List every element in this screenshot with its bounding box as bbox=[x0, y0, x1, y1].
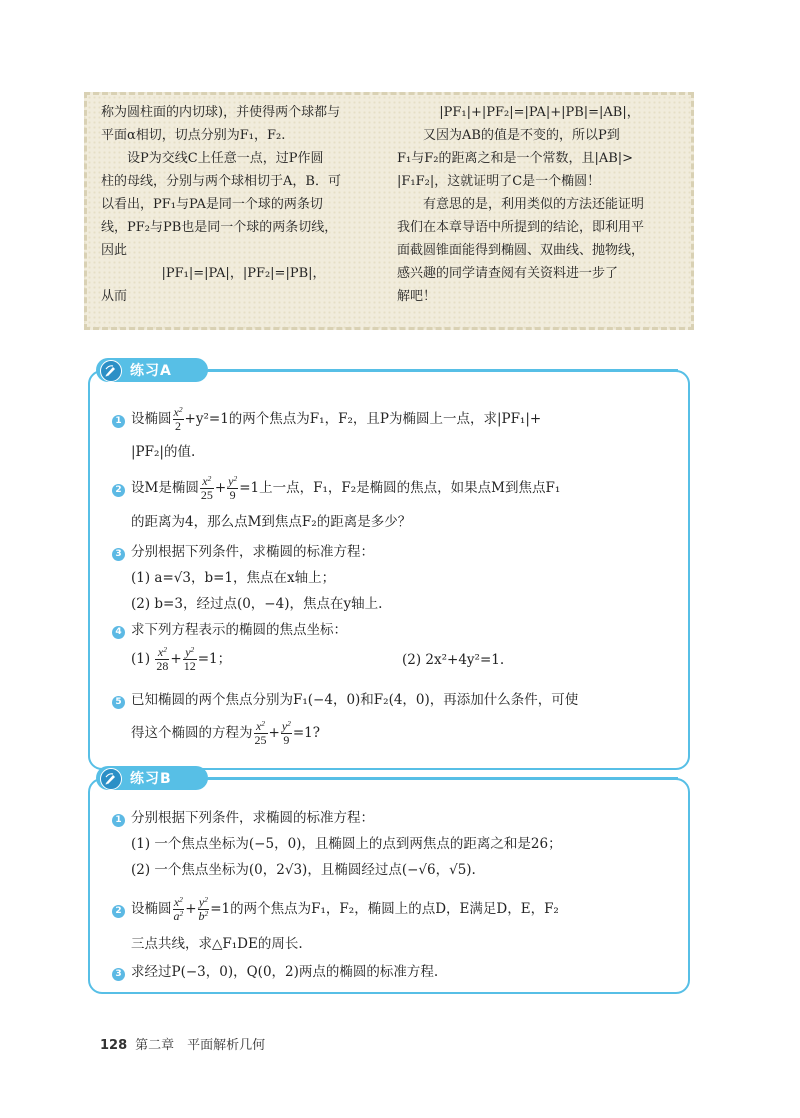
exercise-a-q4-part1: (1) $\frac{x^2}{28}$ + $\frac{y^2}{12}$ =1； bbox=[131, 644, 232, 673]
fraction: $\frac{x^2}{2}$ bbox=[173, 404, 183, 433]
question-text: 分别根据下列条件，求椭圆的标准方程： bbox=[131, 810, 374, 826]
exercise-a-q5-cont: 得这个椭圆的方程为 $\frac{x^2}{25}$ + $\frac{y^2}{9}$ =1? bbox=[131, 718, 320, 747]
text-line: 面截圆锥面能得到椭圆、双曲线、抛物线， bbox=[397, 243, 645, 258]
text-line: 设P为交线C上任意一点，过P作圆 bbox=[127, 151, 324, 166]
question-number: 4 bbox=[112, 626, 125, 639]
question-number: 5 bbox=[112, 696, 125, 709]
part-label: (1) bbox=[131, 651, 151, 667]
text-line: 解吧！ bbox=[397, 289, 437, 304]
exercise-a-q3-part2: (2) b=3，经过点(0，−4)，焦点在y轴上. bbox=[131, 596, 383, 612]
fraction: $\frac{y^2}{9}$ bbox=[228, 473, 238, 502]
exercise-b-q1-part1: (1) 一个焦点坐标为(−5，0)，且椭圆上的点到两焦点的距离之和是26； bbox=[131, 836, 562, 852]
text-line: 有意思的是，利用类似的方法还能证明 bbox=[423, 197, 645, 212]
question-text: 分别根据下列条件，求椭圆的标准方程： bbox=[131, 544, 374, 560]
exercise-a-q4-part2: (2) 2x²+4y²=1. bbox=[402, 652, 505, 668]
exercise-a-q1-cont: |PF₂|的值. bbox=[131, 444, 196, 460]
exercise-b-q2: 2 设椭圆 $\frac{x^2}{a^2}$ + $\frac{y^2}{b^2}$ =1的两个焦点为F₁，F₂，椭圆上的点D，E满足D，E，F₂ bbox=[112, 896, 672, 923]
fraction: $\frac{y^2}{b^2}$ bbox=[198, 894, 209, 923]
question-text: =1的两个焦点为F₁，F₂，椭圆上的点D，E满足D，E，F₂ bbox=[210, 901, 559, 917]
exercise-b-q1-part2: (2) 一个焦点坐标为(0，2√3)，且椭圆经过点(−√6，√5). bbox=[131, 862, 476, 878]
question-text: =1上一点，F₁，F₂是椭圆的焦点，如果点M到焦点F₁ bbox=[239, 480, 561, 496]
question-number: 2 bbox=[112, 484, 125, 497]
question-text: 设M是椭圆 bbox=[131, 480, 199, 496]
exercise-a-q3-part1: (1) a=√3，b=1，焦点在x轴上； bbox=[131, 570, 336, 586]
equation-line: |PF₁|+|PF₂|=|PA|+|PB|=|AB|， bbox=[439, 105, 640, 120]
fraction: $\frac{y^2}{12}$ bbox=[183, 644, 196, 673]
question-text: 已知椭圆的两个焦点分别为F₁(−4，0)和F₂(4，0)，再添加什么条件，可使 bbox=[131, 692, 579, 708]
exercise-a-q2-cont: 的距离为4，那么点M到焦点F₂的距离是多少？ bbox=[131, 514, 412, 530]
exercise-b-q2-cont: 三点共线，求△F₁DE的周长. bbox=[131, 936, 303, 952]
question-text: +y²=1的两个焦点为F₁，F₂，且P为椭圆上一点，求|PF₁|+ bbox=[184, 411, 542, 427]
text-line: 又因为AB的值是不变的，所以P到 bbox=[423, 128, 620, 143]
question-number: 1 bbox=[112, 415, 125, 428]
exercise-a-q2: 2 设M是椭圆 $\frac{x^2}{25}$ + $\frac{y^2}{9}$ =1上一点，F₁，F₂是椭圆的焦点，如果点M到焦点F₁ bbox=[112, 475, 672, 502]
question-text: 求下列方程表示的椭圆的焦点坐标： bbox=[131, 622, 347, 638]
text-line: 从而 bbox=[101, 289, 128, 304]
exercise-a-header bbox=[96, 358, 208, 382]
text-line: 称为圆柱面的内切球)，并使得两个球都与 bbox=[101, 105, 341, 120]
header-rule bbox=[208, 777, 678, 779]
text-line: 以看出，PF₁与PA是同一个球的两条切 bbox=[101, 197, 323, 212]
page-footer bbox=[100, 1034, 265, 1053]
page-number: 128 bbox=[100, 1038, 128, 1053]
question-text: 设椭圆 bbox=[131, 411, 172, 427]
text-line: 感兴趣的同学请查阅有关资料进一步了 bbox=[397, 266, 619, 281]
exercise-b-header bbox=[96, 766, 208, 790]
exercise-a-q3 bbox=[112, 540, 672, 561]
reading-left-column bbox=[101, 101, 386, 308]
reading-box bbox=[84, 92, 694, 330]
reading-right-column bbox=[397, 101, 682, 308]
text-line: 因此 bbox=[101, 243, 128, 258]
text-line: 平面α相切，切点分别为F₁，F₂. bbox=[101, 128, 286, 143]
question-text: 设椭圆 bbox=[131, 901, 172, 917]
text-line: 柱的母线，分别与两个球相切于A，B．可 bbox=[101, 174, 341, 189]
exercise-a-q4 bbox=[112, 618, 672, 639]
question-text: =1? bbox=[292, 725, 320, 741]
pencil-icon bbox=[100, 768, 122, 790]
fraction: $\frac{x^2}{28}$ bbox=[156, 644, 169, 673]
text-line: |F₁F₂|，这就证明了C是一个椭圆！ bbox=[397, 174, 601, 189]
question-number: 3 bbox=[112, 968, 125, 981]
equation-line: |PF₁|=|PA|，|PF₂|=|PB|， bbox=[161, 266, 326, 281]
exercise-a-q1 bbox=[112, 406, 672, 433]
question-number: 2 bbox=[112, 905, 125, 918]
exercise-b-title: 练习B bbox=[130, 771, 172, 787]
pencil-icon bbox=[100, 360, 122, 382]
question-text: 求经过P(−3，0)，Q(0，2)两点的椭圆的标准方程. bbox=[131, 964, 439, 980]
exercise-b-q1 bbox=[112, 806, 672, 827]
header-rule bbox=[208, 369, 678, 371]
exercise-b-q3 bbox=[112, 960, 672, 981]
question-number: 1 bbox=[112, 814, 125, 827]
text-line: F₁与F₂的距离之和是一个常数，且|AB|> bbox=[397, 151, 634, 166]
exercise-a-title: 练习A bbox=[130, 363, 172, 379]
question-text: 得这个椭圆的方程为 bbox=[131, 725, 253, 741]
text-line: 线，PF₂与PB也是同一个球的两条切线， bbox=[101, 220, 338, 235]
question-text: =1； bbox=[197, 651, 232, 667]
text-line: 我们在本章导语中所提到的结论，即利用平 bbox=[397, 220, 645, 235]
fraction: $\frac{y^2}{9}$ bbox=[281, 718, 291, 747]
fraction: $\frac{x^2}{25}$ bbox=[200, 473, 213, 502]
fraction: $\frac{x^2}{a^2}$ bbox=[173, 894, 184, 923]
chapter-title: 第二章 平面解析几何 bbox=[135, 1038, 266, 1053]
question-number: 3 bbox=[112, 548, 125, 561]
exercise-a-q5 bbox=[112, 688, 672, 709]
fraction: $\frac{x^2}{25}$ bbox=[254, 718, 267, 747]
